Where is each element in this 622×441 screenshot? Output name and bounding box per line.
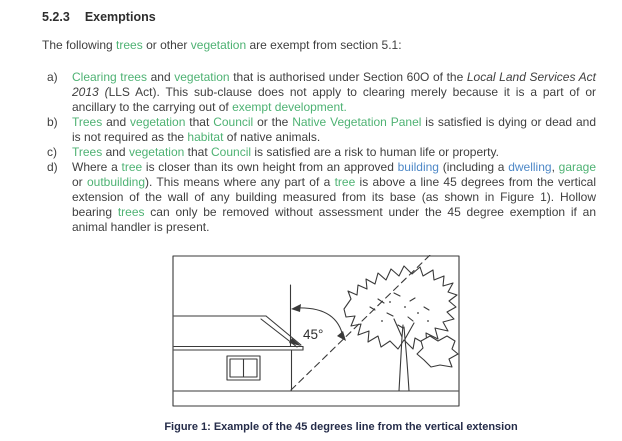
- term-link[interactable]: Native Vegetation Panel: [292, 115, 422, 129]
- text-run: and: [102, 145, 129, 159]
- term-link[interactable]: trees: [116, 38, 143, 52]
- arc-arrowhead-right: [337, 331, 346, 341]
- text-run: and: [146, 70, 175, 84]
- term-link[interactable]: vegetation: [130, 115, 186, 129]
- text-run: ,: [551, 160, 559, 174]
- angle-label: 45°: [303, 327, 324, 342]
- term-link[interactable]: Trees: [72, 145, 103, 159]
- text-run: (including a: [438, 160, 509, 174]
- section-number: 5.2.3: [42, 10, 70, 24]
- term-link[interactable]: building: [397, 160, 439, 174]
- item-label: b): [47, 115, 58, 129]
- text-run: can only be removed without assessment under the 45 degree exemption if an animal handler is present.: [72, 205, 596, 234]
- figure-caption: Figure 1: Example of the 45 degrees line from the vertical extension: [164, 421, 518, 433]
- term-link[interactable]: Trees: [72, 115, 103, 129]
- list-item-a: [47, 70, 596, 115]
- term-link[interactable]: tree: [121, 160, 143, 174]
- item-text: [72, 115, 596, 145]
- item-label: a): [47, 70, 58, 84]
- term-link[interactable]: vegetation: [128, 145, 185, 159]
- term-link[interactable]: garage: [558, 160, 597, 174]
- term-link[interactable]: trees: [117, 205, 145, 219]
- list-item-c: [47, 145, 596, 160]
- text-run: or the: [253, 115, 293, 129]
- text-run: is satisfied is dying or dead and is not required as the: [72, 115, 596, 144]
- exemption-list: [47, 70, 596, 235]
- text-run: LLS Act). This sub-clause does not apply to clearing merely because it is a part of or ancillary to the carrying out of: [72, 85, 596, 114]
- term-link[interactable]: vegetation: [190, 38, 247, 52]
- item-label: c): [47, 145, 57, 159]
- arc-arrowhead-left: [291, 304, 301, 312]
- tree-crown-lower: [417, 336, 458, 367]
- text-run: that is authorised under Section 60O of the: [229, 70, 467, 84]
- item-text: [72, 70, 596, 115]
- item-text: [72, 145, 596, 160]
- item-text: [72, 160, 596, 235]
- text-run: of native animals.: [223, 130, 321, 144]
- house-drawing: [174, 316, 303, 390]
- term-link[interactable]: habitat: [187, 130, 224, 144]
- term-link[interactable]: Council: [211, 145, 252, 159]
- text-run: or other: [142, 38, 191, 52]
- term-link[interactable]: outbuilding: [86, 175, 146, 189]
- term-link[interactable]: Clearing trees: [72, 70, 147, 84]
- text-run: is closer than its own height from an approved: [142, 160, 398, 174]
- list-item-d: [47, 160, 596, 235]
- section-heading: [42, 10, 596, 24]
- term-link[interactable]: vegetation: [174, 70, 230, 84]
- text-run: Local Land Services Act 2013 (: [72, 70, 596, 99]
- tree-crown: [344, 266, 457, 349]
- text-run: Where a: [72, 160, 122, 174]
- figure-1: [164, 255, 518, 433]
- list-item-b: [47, 115, 596, 145]
- text-run: The following: [42, 38, 117, 52]
- section-title: Exemptions: [84, 10, 156, 24]
- term-link[interactable]: exempt development.: [232, 100, 347, 114]
- text-run: and: [102, 115, 131, 129]
- intro-paragraph: [42, 38, 566, 53]
- term-link[interactable]: Council: [213, 115, 254, 129]
- figure-drawing: [172, 255, 460, 407]
- text-run: that: [185, 115, 214, 129]
- text-run: is satisfied are a risk to human life or property.: [251, 145, 499, 159]
- term-link[interactable]: dwelling: [508, 160, 552, 174]
- item-label: d): [47, 160, 58, 174]
- text-run: or: [72, 175, 87, 189]
- text-run: are exempt from section 5.1:: [246, 38, 402, 52]
- text-run: ). This means where any part of a: [145, 175, 335, 189]
- text-run: is above a line 45 degrees from the vertical extension of the wall of any building measured from its base (as shown in Figure 1). Hollow bearing: [72, 175, 596, 219]
- tree-drawing: [344, 266, 458, 391]
- text-run: that: [184, 145, 212, 159]
- term-link[interactable]: tree: [334, 175, 356, 189]
